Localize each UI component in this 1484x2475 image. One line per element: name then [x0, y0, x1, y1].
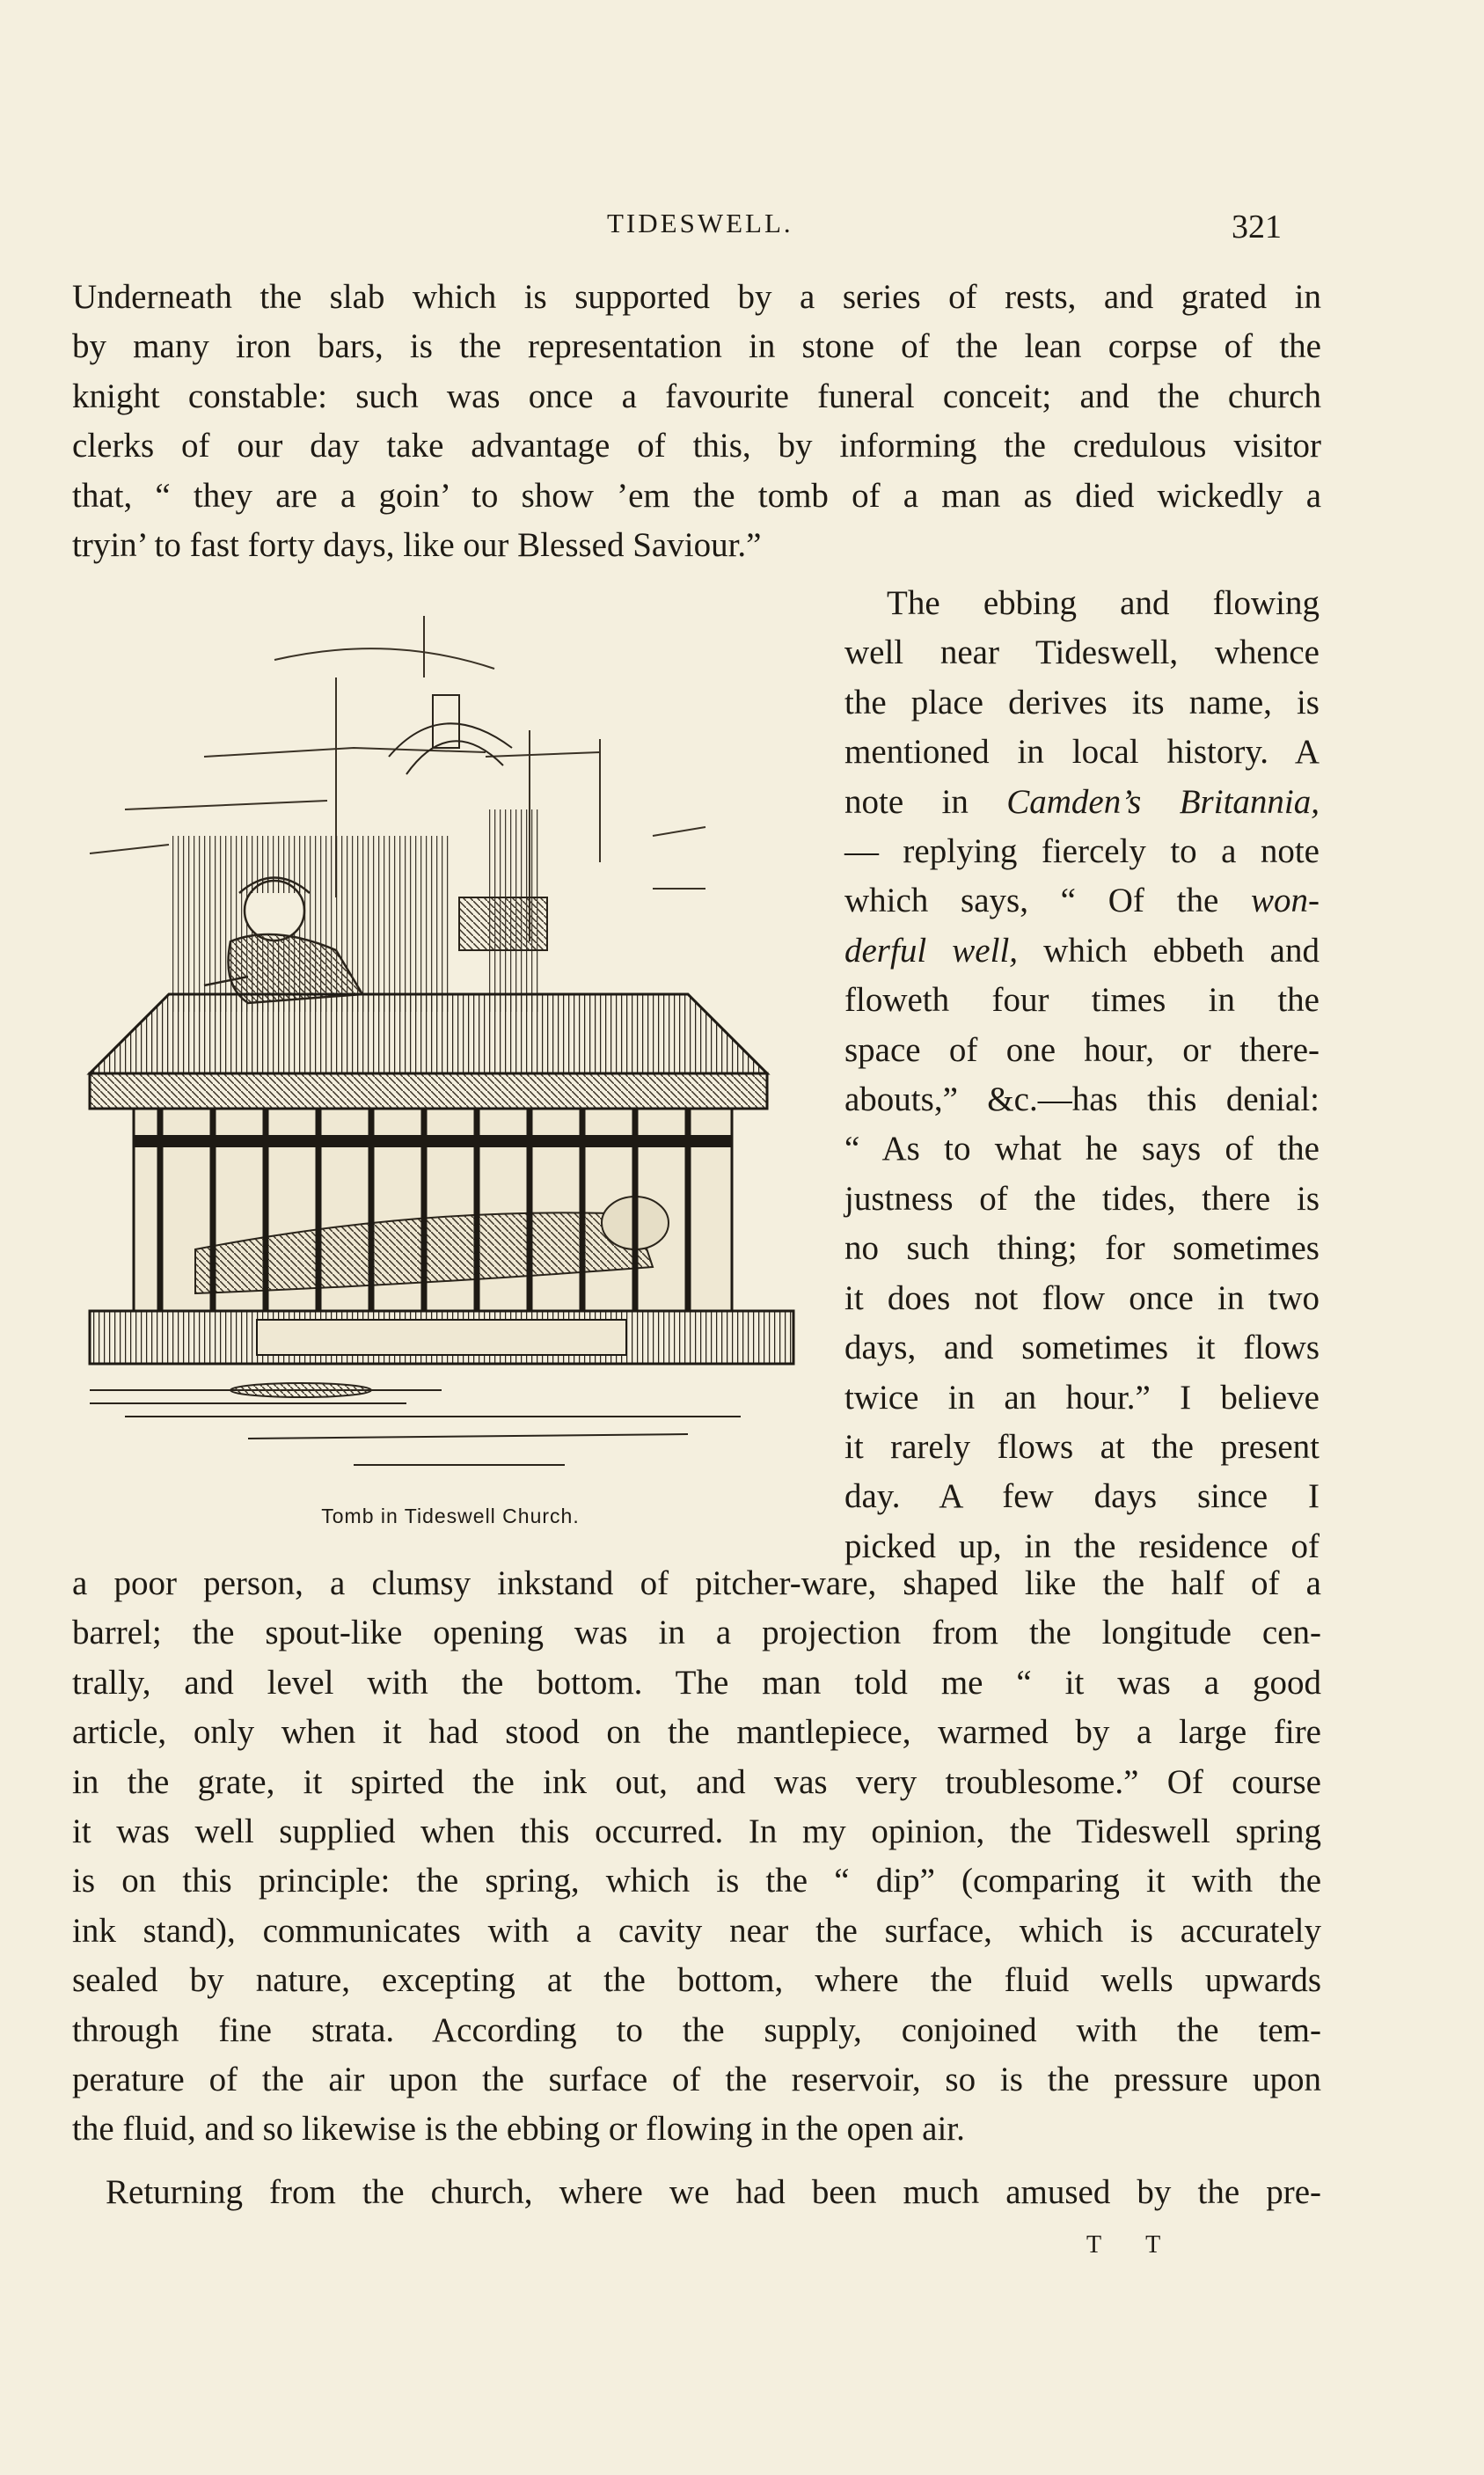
tomb-engraving-image [72, 598, 829, 1496]
text-line: — replying fiercely to a note [844, 832, 1320, 871]
text-line: by many iron bars, is the representation in stone of the lean corpse of the [72, 327, 1321, 366]
running-title: TIDESWELL. [607, 208, 793, 238]
text-line: perature of the air upon the surface of the reservoir, so is the pressure upon [72, 2061, 1321, 2099]
page-number: 321 [1232, 209, 1282, 245]
text-line: a poor person, a clumsy inkstand of pitcher-ware, shaped like the half of a [72, 1564, 1321, 1602]
text-line: mentioned in local history. A [844, 733, 1320, 772]
paragraph-ebbing-well-column [844, 579, 1320, 1571]
text-line: article, only when it had stood on the mantlepiece, warmed by a large fire [72, 1713, 1321, 1752]
text-line: twice in an hour.” I believe [844, 1378, 1320, 1417]
text-line: picked up, in the residence of [844, 1527, 1320, 1565]
text-line: Underneath the slab which is supported by a series of rests, and grated in [72, 278, 1321, 316]
figure-caption: Tomb in Tideswell Church. [321, 1505, 580, 1527]
text-line: clerks of our day take advantage of this, by informing the credulous visitor [72, 427, 1321, 465]
text-line: through fine strata. According to the supply, conjoined with the tem- [72, 2010, 1321, 2049]
text-line: The ebbing and flowing [887, 584, 1320, 622]
running-head [0, 208, 1484, 252]
text-line: which says, “ Of the won- [844, 882, 1320, 920]
text-line: note in Camden’s Britannia, [844, 782, 1320, 821]
text-line: sealed by nature, excepting at the bottom, where the fluid wells upwards [72, 1961, 1321, 2000]
text-line: the fluid, and so likewise is the ebbing or flowing in the open air. [72, 2110, 965, 2149]
text-line: trally, and level with the bottom. The man told me “ it was a good [72, 1663, 1321, 1702]
text-line: well near Tideswell, whence [844, 633, 1320, 672]
text-line: abouts,” &c.—has this denial: [844, 1080, 1320, 1119]
text-line: no such thing; for sometimes [844, 1229, 1320, 1268]
text-line: that, “ they are a goin’ to show ’em the tomb of a man as died wickedly a [72, 476, 1321, 515]
text-line: day. A few days since I [844, 1477, 1320, 1516]
text-line: “ As to what he says of the [844, 1130, 1320, 1168]
paragraph-inkstand-description [72, 1559, 1321, 2155]
text-line: it does not flow once in two [844, 1278, 1320, 1317]
paragraph-tomb-description [72, 273, 1321, 570]
text-line: barrel; the spout-like opening was in a projection from the longitude cen- [72, 1614, 1321, 1652]
text-line: in the grate, it spirted the ink out, and was very troublesome.” Of course [72, 1762, 1321, 1801]
text-line: the place derives its name, is [844, 683, 1320, 721]
text-line: Returning from the church, where we had been much amused by the pre- [106, 2173, 1321, 2211]
text-line: is on this principle: the spring, which is the “ dip” (comparing it with the [72, 1862, 1321, 1900]
text-line: ink stand), communicates with a cavity near the surface, which is accurately [72, 1911, 1321, 1950]
text-line: floweth four times in the [844, 981, 1320, 1020]
text-line: it rarely flows at the present [844, 1427, 1320, 1466]
text-line: derful well, which ebbeth and [844, 931, 1320, 970]
text-line: justness of the tides, there is [844, 1179, 1320, 1218]
text-line: it was well supplied when this occurred. In my opinion, the Tideswell spring [72, 1812, 1321, 1851]
text-line: tryin’ to fast forty days, like our Blessed Saviour.” [72, 526, 762, 565]
signature-mark: T T [1086, 2231, 1181, 2259]
text-line: knight constable: such was once a favourite funeral conceit; and the church [72, 377, 1321, 415]
tomb-illustration [72, 598, 829, 1557]
paragraph-returning-from-church [72, 2168, 1321, 2217]
text-line: days, and sometimes it flows [844, 1329, 1320, 1367]
text-line: space of one hour, or there- [844, 1030, 1320, 1069]
